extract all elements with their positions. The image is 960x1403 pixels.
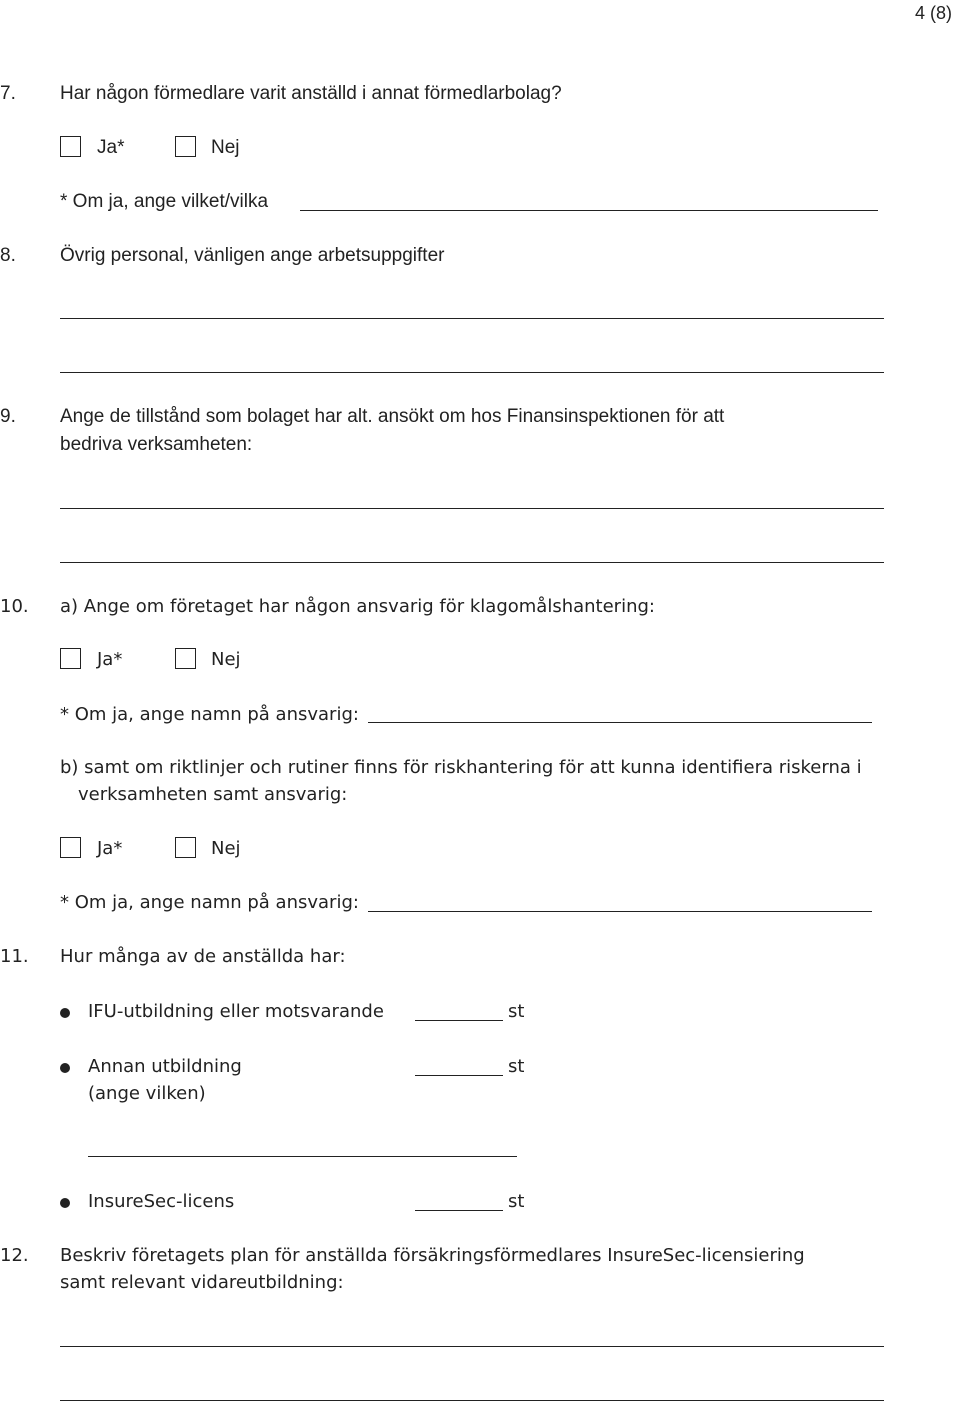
q8-text: Övrig personal, vänligen ange arbetsuppgifter (60, 245, 445, 266)
q12-number: 12. (0, 1245, 29, 1266)
q11-item-insuresec-unit: st (508, 1191, 525, 1212)
q11-item-other-unit: st (508, 1056, 525, 1077)
q10b-text-line2: verksamheten samt ansvarig: (78, 784, 348, 805)
q10a-yes-label: Ja* (97, 649, 123, 670)
q11-item-other-label-line2: (ange vilken) (88, 1083, 206, 1104)
q11-number: 11. (0, 946, 29, 967)
q10a-yes-checkbox[interactable] (60, 648, 81, 669)
q9-answer-line-1[interactable] (60, 508, 884, 509)
q12-text-line1: Beskriv företagets plan för anställda försäkringsförmedlares InsureSec-licensiering (60, 1245, 805, 1266)
q11-item-other-field[interactable] (415, 1075, 503, 1076)
q10b-followup-label: * Om ja, ange namn på ansvarig: (60, 892, 359, 913)
q7-yes-label: Ja* (97, 137, 125, 158)
q11-item-ifu-field[interactable] (415, 1020, 503, 1021)
q11-item-ifu-unit: st (508, 1001, 525, 1022)
q10a-text: a) Ange om företaget har någon ansvarig för klagomålshantering: (60, 596, 655, 617)
q7-number: 7. (0, 83, 16, 104)
q10b-text-line1: b) samt om riktlinjer och rutiner finns för riskhantering för att kunna identifiera riskerna i (60, 757, 862, 778)
q8-number: 8. (0, 245, 16, 266)
q10a-no-label: Nej (211, 649, 241, 670)
bullet-icon (60, 1063, 70, 1073)
q8-answer-line-2[interactable] (60, 372, 884, 373)
q9-answer-line-2[interactable] (60, 562, 884, 563)
q11-item-insuresec-field[interactable] (415, 1210, 503, 1211)
q7-followup-label: * Om ja, ange vilket/vilka (60, 191, 269, 212)
q11-item-other-label-line1: Annan utbildning (88, 1056, 242, 1077)
q11-item-insuresec-label: InsureSec-licens (88, 1191, 235, 1212)
q12-text-line2: samt relevant vidareutbildning: (60, 1272, 344, 1293)
q8-answer-line-1[interactable] (60, 318, 884, 319)
q10b-followup-field[interactable] (368, 911, 872, 912)
q10a-followup-label: * Om ja, ange namn på ansvarig: (60, 704, 359, 725)
q7-text: Har någon förmedlare varit anställd i annat förmedlarbolag? (60, 83, 562, 104)
q7-no-label: Nej (211, 137, 240, 158)
page-number: 4 (8) (914, 3, 952, 23)
q7-no-checkbox[interactable] (175, 136, 196, 157)
q10a-no-checkbox[interactable] (175, 648, 196, 669)
q9-number: 9. (0, 406, 16, 427)
bullet-icon (60, 1198, 70, 1208)
q11-item-other-specify-field[interactable] (88, 1156, 517, 1157)
q10b-yes-checkbox[interactable] (60, 837, 81, 858)
q10b-yes-label: Ja* (97, 838, 123, 859)
q9-text-line1: Ange de tillstånd som bolaget har alt. ansökt om hos Finansinspektionen för att (60, 406, 725, 427)
q10-number: 10. (0, 596, 29, 617)
q10a-followup-field[interactable] (368, 722, 872, 723)
q11-text: Hur många av de anställda har: (60, 946, 346, 967)
q12-answer-line-1[interactable] (60, 1346, 884, 1347)
q7-yes-checkbox[interactable] (60, 136, 81, 157)
q10b-no-label: Nej (211, 838, 241, 859)
q11-item-ifu-label: IFU-utbildning eller motsvarande (88, 1001, 384, 1022)
q9-text-line2: bedriva verksamheten: (60, 434, 253, 455)
q7-followup-field[interactable] (300, 210, 878, 211)
q10b-no-checkbox[interactable] (175, 837, 196, 858)
q12-answer-line-2[interactable] (60, 1400, 884, 1401)
bullet-icon (60, 1008, 70, 1018)
